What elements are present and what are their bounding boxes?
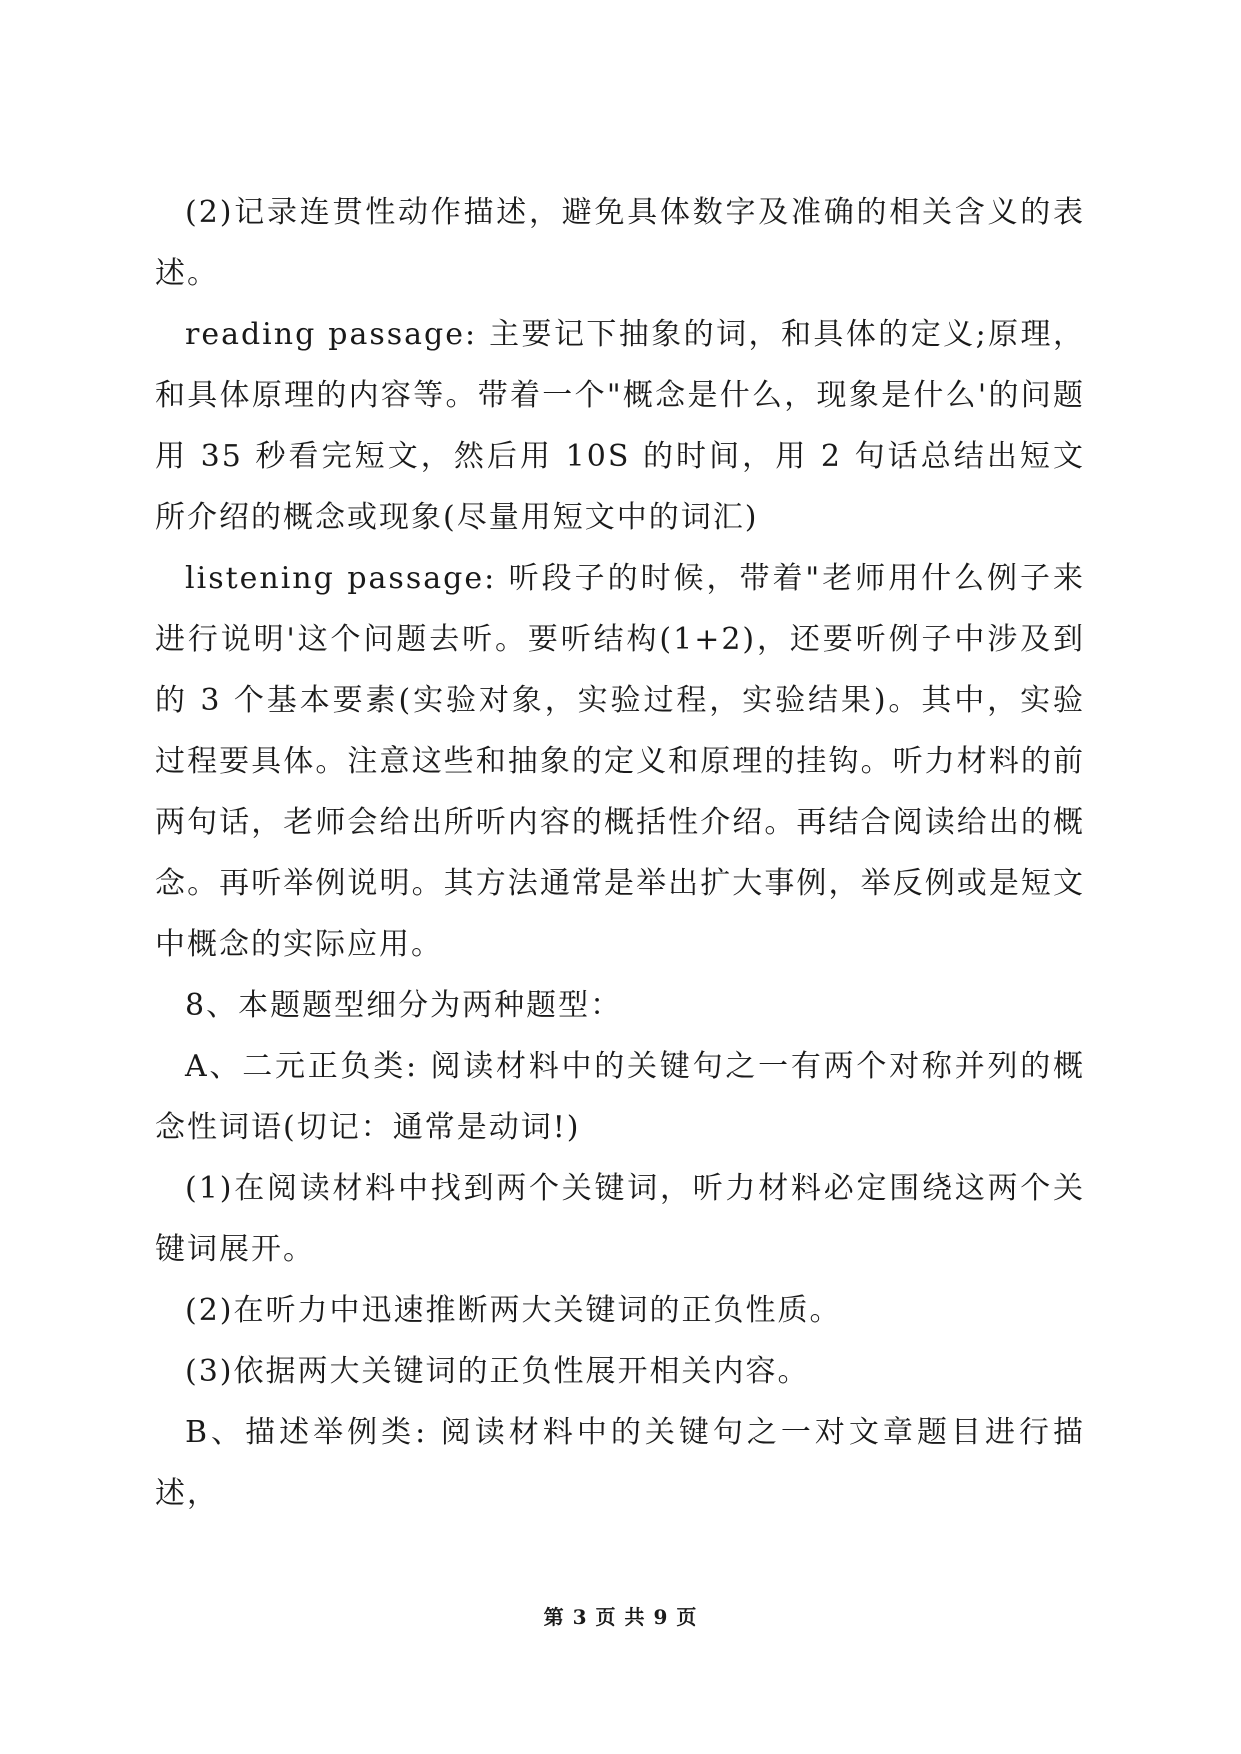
paragraph-type-a-step-3: (3)依据两大关键词的正负性展开相关内容。 bbox=[185, 1354, 810, 1389]
paragraph-type-a: A、二元正负类: 阅读材料中的关键句之一有两个对称并列的概念性词语(切记：通常是动词!) bbox=[155, 1049, 1085, 1145]
paragraph-type-b: B、描述举例类: 阅读材料中的关键句之一对文章题目进行描述， bbox=[155, 1415, 1085, 1511]
paragraph-type-a-step-2: (2)在听力中迅速推断两大关键词的正负性质。 bbox=[185, 1293, 842, 1328]
document-body bbox=[155, 182, 1085, 1524]
paragraph-type-a-step-1: (1)在阅读材料中找到两个关键词，听力材料必定围绕这两个关键词展开。 bbox=[155, 1171, 1085, 1267]
paragraph-item-2-continuous-action: (2)记录连贯性动作描述，避免具体数字及准确的相关含义的表述。 bbox=[155, 195, 1085, 291]
paragraph-question-types-heading: 8、本题题型细分为两种题型： bbox=[185, 988, 623, 1023]
paragraph-listening-passage: listening passage: 听段子的时候，带着"老师用什么例子来进行说明'这个问题去听。要听结构(1+2)，还要听例子中涉及到的 3 个基本要素(实验对象，实验过程，实验结果)。其中，实验过程要具体。注意这些和抽象的定义和原理的挂钩。听力材料的前两句话，老师会给出所听内容的概括性介绍。再结合阅读给出的概念。再听举例说明。其方法通常是举出扩大事例，举反例或是短文中概念的实际应用。 bbox=[155, 561, 1085, 962]
page-number-footer: 第 3 页 共 9 页 bbox=[543, 1605, 698, 1629]
paragraph-reading-passage: reading passage: 主要记下抽象的词，和具体的定义;原理，和具体原理的内容等。带着一个"概念是什么，现象是什么'的问题用 35 秒看完短文，然后用 10S 的时间，用 2 句话总结出短文所介绍的概念或现象(尽量用短文中的词汇) bbox=[155, 317, 1085, 535]
